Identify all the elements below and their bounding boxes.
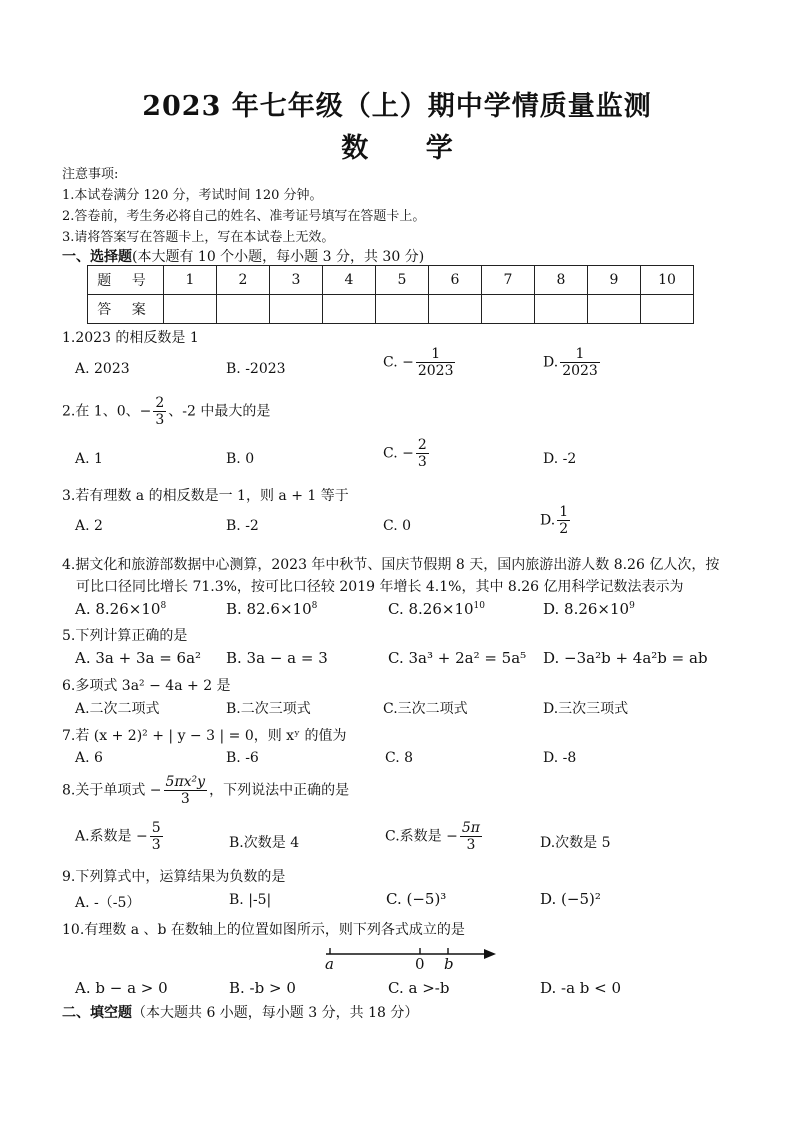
question-1-stem: 1.2023 的相反数是 1 <box>62 330 199 346</box>
q8-a-prefix: A.系数是 − <box>75 828 148 845</box>
question-9-stem: 9.下列算式中，运算结果为负数的是 <box>62 869 286 885</box>
q3-d-numerator: 1 <box>559 504 569 520</box>
q9-option-d: D. (−5)² <box>540 890 601 908</box>
q7-option-d: D. -8 <box>543 750 577 766</box>
answer-cell[interactable] <box>482 295 535 324</box>
q1-c-numerator: 1 <box>416 346 456 363</box>
answer-table-number-header: 题 号 <box>88 266 164 295</box>
answer-table-number: 5 <box>376 266 429 295</box>
q9-option-a: A. -（-5） <box>75 895 141 911</box>
answer-cell[interactable] <box>641 295 694 324</box>
q2-stem-b: 、-2 中最大的是 <box>168 403 271 420</box>
q6-option-a: A.二次二项式 <box>75 701 160 717</box>
q6-option-d: D.三次三项式 <box>543 701 629 717</box>
q8-stem-b: ，下列说法中正确的是 <box>209 782 350 799</box>
section-1-name: 一、选择题 <box>62 249 132 265</box>
q8-option-b: B.次数是 4 <box>229 835 300 851</box>
q1-c-denominator: 2023 <box>417 363 454 380</box>
number-line-label-b: b <box>444 955 454 973</box>
notes-heading: 注意事项: <box>62 167 119 182</box>
q1-option-d <box>543 346 602 379</box>
q8-c-denominator: 3 <box>466 837 476 854</box>
answer-table-answer-row <box>88 295 694 324</box>
q3-d-denominator: 2 <box>559 521 569 538</box>
q1-option-a: A. 2023 <box>75 361 130 377</box>
q8-a-denominator: 3 <box>151 837 161 854</box>
q4-c-text: C. 8.26×10 <box>388 600 474 618</box>
answer-cell[interactable] <box>270 295 323 324</box>
question-10-stem: 10.有理数 a 、b 在数轴上的位置如图所示，则下列各式成立的是 <box>62 922 465 938</box>
q2-stem-a: 2.在 1、0、− <box>62 403 152 420</box>
q3-d-prefix: D. <box>540 512 556 529</box>
q4-option-a <box>75 600 166 618</box>
q4-option-c <box>388 600 485 618</box>
q2-c-prefix: C. − <box>383 445 414 462</box>
q5-option-a: A. 3a + 3a = 6a² <box>75 649 202 667</box>
q3-option-c: C. 0 <box>383 518 412 534</box>
question-5-stem: 5.下列计算正确的是 <box>62 628 188 644</box>
q8-c-numerator: 5π <box>461 820 480 836</box>
section-2-heading <box>62 1002 418 1022</box>
q4-d-exponent: 9 <box>629 601 635 611</box>
q3-option-d <box>540 504 572 537</box>
q5-option-d: D. −3a²b + 4a²b = ab <box>543 649 708 667</box>
answer-cell[interactable] <box>323 295 376 324</box>
q10-option-d: D. -a b < 0 <box>540 979 622 997</box>
q4-b-exponent: 8 <box>311 601 318 611</box>
answer-table-number: 10 <box>641 266 694 295</box>
answer-table-number: 6 <box>429 266 482 295</box>
q10-option-a: A. b − a > 0 <box>75 979 168 997</box>
q8-option-d: D.次数是 5 <box>540 835 611 851</box>
q4-c-exponent: 10 <box>473 601 485 611</box>
q7-option-c: C. 8 <box>385 750 414 766</box>
note-item-3: 3.请将答案写在答题卡上，写在本试卷上无效。 <box>62 230 335 245</box>
note-item-1: 1.本试卷满分 120 分，考试时间 120 分钟。 <box>62 188 323 203</box>
q2-option-d: D. -2 <box>543 451 577 467</box>
note-item-2: 2.答卷前，考生务必将自己的姓名、准考证号填写在答题卡上。 <box>62 209 426 224</box>
answer-table-number: 2 <box>217 266 270 295</box>
q4-a-text: A. 8.26×10 <box>75 600 161 618</box>
q9-option-c: C. (−5)³ <box>386 890 447 908</box>
q2-stem-denominator: 3 <box>155 412 165 429</box>
answer-cell[interactable] <box>376 295 429 324</box>
q10-option-c: C. a >-b <box>388 979 450 997</box>
question-3-stem: 3.若有理数 a 的相反数是一 1，则 a + 1 等于 <box>62 488 349 504</box>
question-4-stem-line-2: 可比口径同比增长 71.3%，按可比口径较 2019 年增长 4.1%，其中 8.26 亿用科学记数法表示为 <box>76 579 684 595</box>
answer-table-number: 7 <box>482 266 535 295</box>
page-title: 2023 年七年级（上）期中学情质量监测 <box>142 91 652 122</box>
question-7-stem: 7.若 (x + 2)² + | y − 3 | = 0，则 xʸ 的值为 <box>62 728 347 744</box>
q6-option-c: C.三次二项式 <box>383 701 468 717</box>
q7-option-b: B. -6 <box>226 750 259 766</box>
q1-option-c <box>383 346 457 379</box>
answer-cell[interactable] <box>164 295 217 324</box>
q1-d-prefix: D. <box>543 354 559 371</box>
q9-option-b: B. |-5| <box>229 892 272 908</box>
number-line-label-zero: 0 <box>415 955 425 973</box>
question-6-stem: 6.多项式 3a² − 4a + 2 是 <box>62 678 231 694</box>
q2-c-numerator: 2 <box>417 437 427 453</box>
answer-table-number-row <box>88 266 694 295</box>
page-subtitle: 数 学 <box>341 133 477 164</box>
q8-c-prefix: C.系数是 − <box>385 828 458 845</box>
q1-d-denominator: 2023 <box>562 363 598 380</box>
answer-table-number: 3 <box>270 266 323 295</box>
question-4-stem-line-1: 4.据文化和旅游部数据中心测算，2023 年中秋节、国庆节假期 8 天，国内旅游出游人数 8.26 亿人次，按 <box>62 557 720 573</box>
section-1-heading <box>62 246 424 266</box>
number-line-label-a: a <box>325 955 334 973</box>
q8-a-numerator: 5 <box>151 820 161 836</box>
answer-cell[interactable] <box>588 295 641 324</box>
q7-option-a: A. 6 <box>75 750 103 766</box>
q3-option-b: B. -2 <box>226 518 259 534</box>
q8-stem-numerator: 5πx²y <box>165 774 206 790</box>
q4-option-b <box>226 600 317 618</box>
q1-option-b: B. -2023 <box>226 361 286 377</box>
q2-option-c <box>383 437 431 470</box>
arrow-head-icon <box>484 949 496 959</box>
q5-option-b: B. 3a − a = 3 <box>226 649 328 667</box>
q1-c-prefix: C. − <box>383 354 414 371</box>
q5-option-c: C. 3a³ + 2a² = 5a⁵ <box>388 649 527 667</box>
q2-c-denominator: 3 <box>417 454 427 471</box>
question-8-stem <box>62 774 349 807</box>
answer-cell[interactable] <box>217 295 270 324</box>
number-line-figure <box>320 942 500 978</box>
answer-table-number: 8 <box>535 266 588 295</box>
q2-option-a: A. 1 <box>75 451 103 467</box>
q4-d-text: D. 8.26×10 <box>543 600 630 618</box>
q8-stem-a: 8.关于单项式 − <box>62 782 162 799</box>
q10-option-b: B. -b > 0 <box>229 979 296 997</box>
q4-b-text: B. 82.6×10 <box>226 600 312 618</box>
q6-option-b: B.二次三项式 <box>226 701 311 717</box>
q8-option-c <box>385 820 484 853</box>
q2-stem-numerator: 2 <box>155 395 165 411</box>
answer-table-number: 9 <box>588 266 641 295</box>
q4-a-exponent: 8 <box>160 601 167 611</box>
section-2-desc: （本大题共 6 小题，每小题 3 分，共 18 分） <box>132 1005 419 1021</box>
q4-option-d <box>543 600 635 618</box>
question-2-stem <box>62 395 270 428</box>
section-2-name: 二、填空题 <box>62 1005 132 1021</box>
answer-cell[interactable] <box>429 295 482 324</box>
answer-table-number: 4 <box>323 266 376 295</box>
q3-option-a: A. 2 <box>75 518 103 534</box>
answer-table <box>87 265 694 324</box>
answer-table-number: 1 <box>164 266 217 295</box>
q8-stem-denominator: 3 <box>180 791 190 808</box>
section-1-desc: (本大题有 10 个小题，每小题 3 分，共 30 分) <box>132 249 425 265</box>
q1-d-numerator: 1 <box>560 346 600 363</box>
answer-table-answer-header: 答 案 <box>88 295 164 324</box>
q8-option-a <box>75 820 165 853</box>
answer-cell[interactable] <box>535 295 588 324</box>
q2-option-b: B. 0 <box>226 451 255 467</box>
